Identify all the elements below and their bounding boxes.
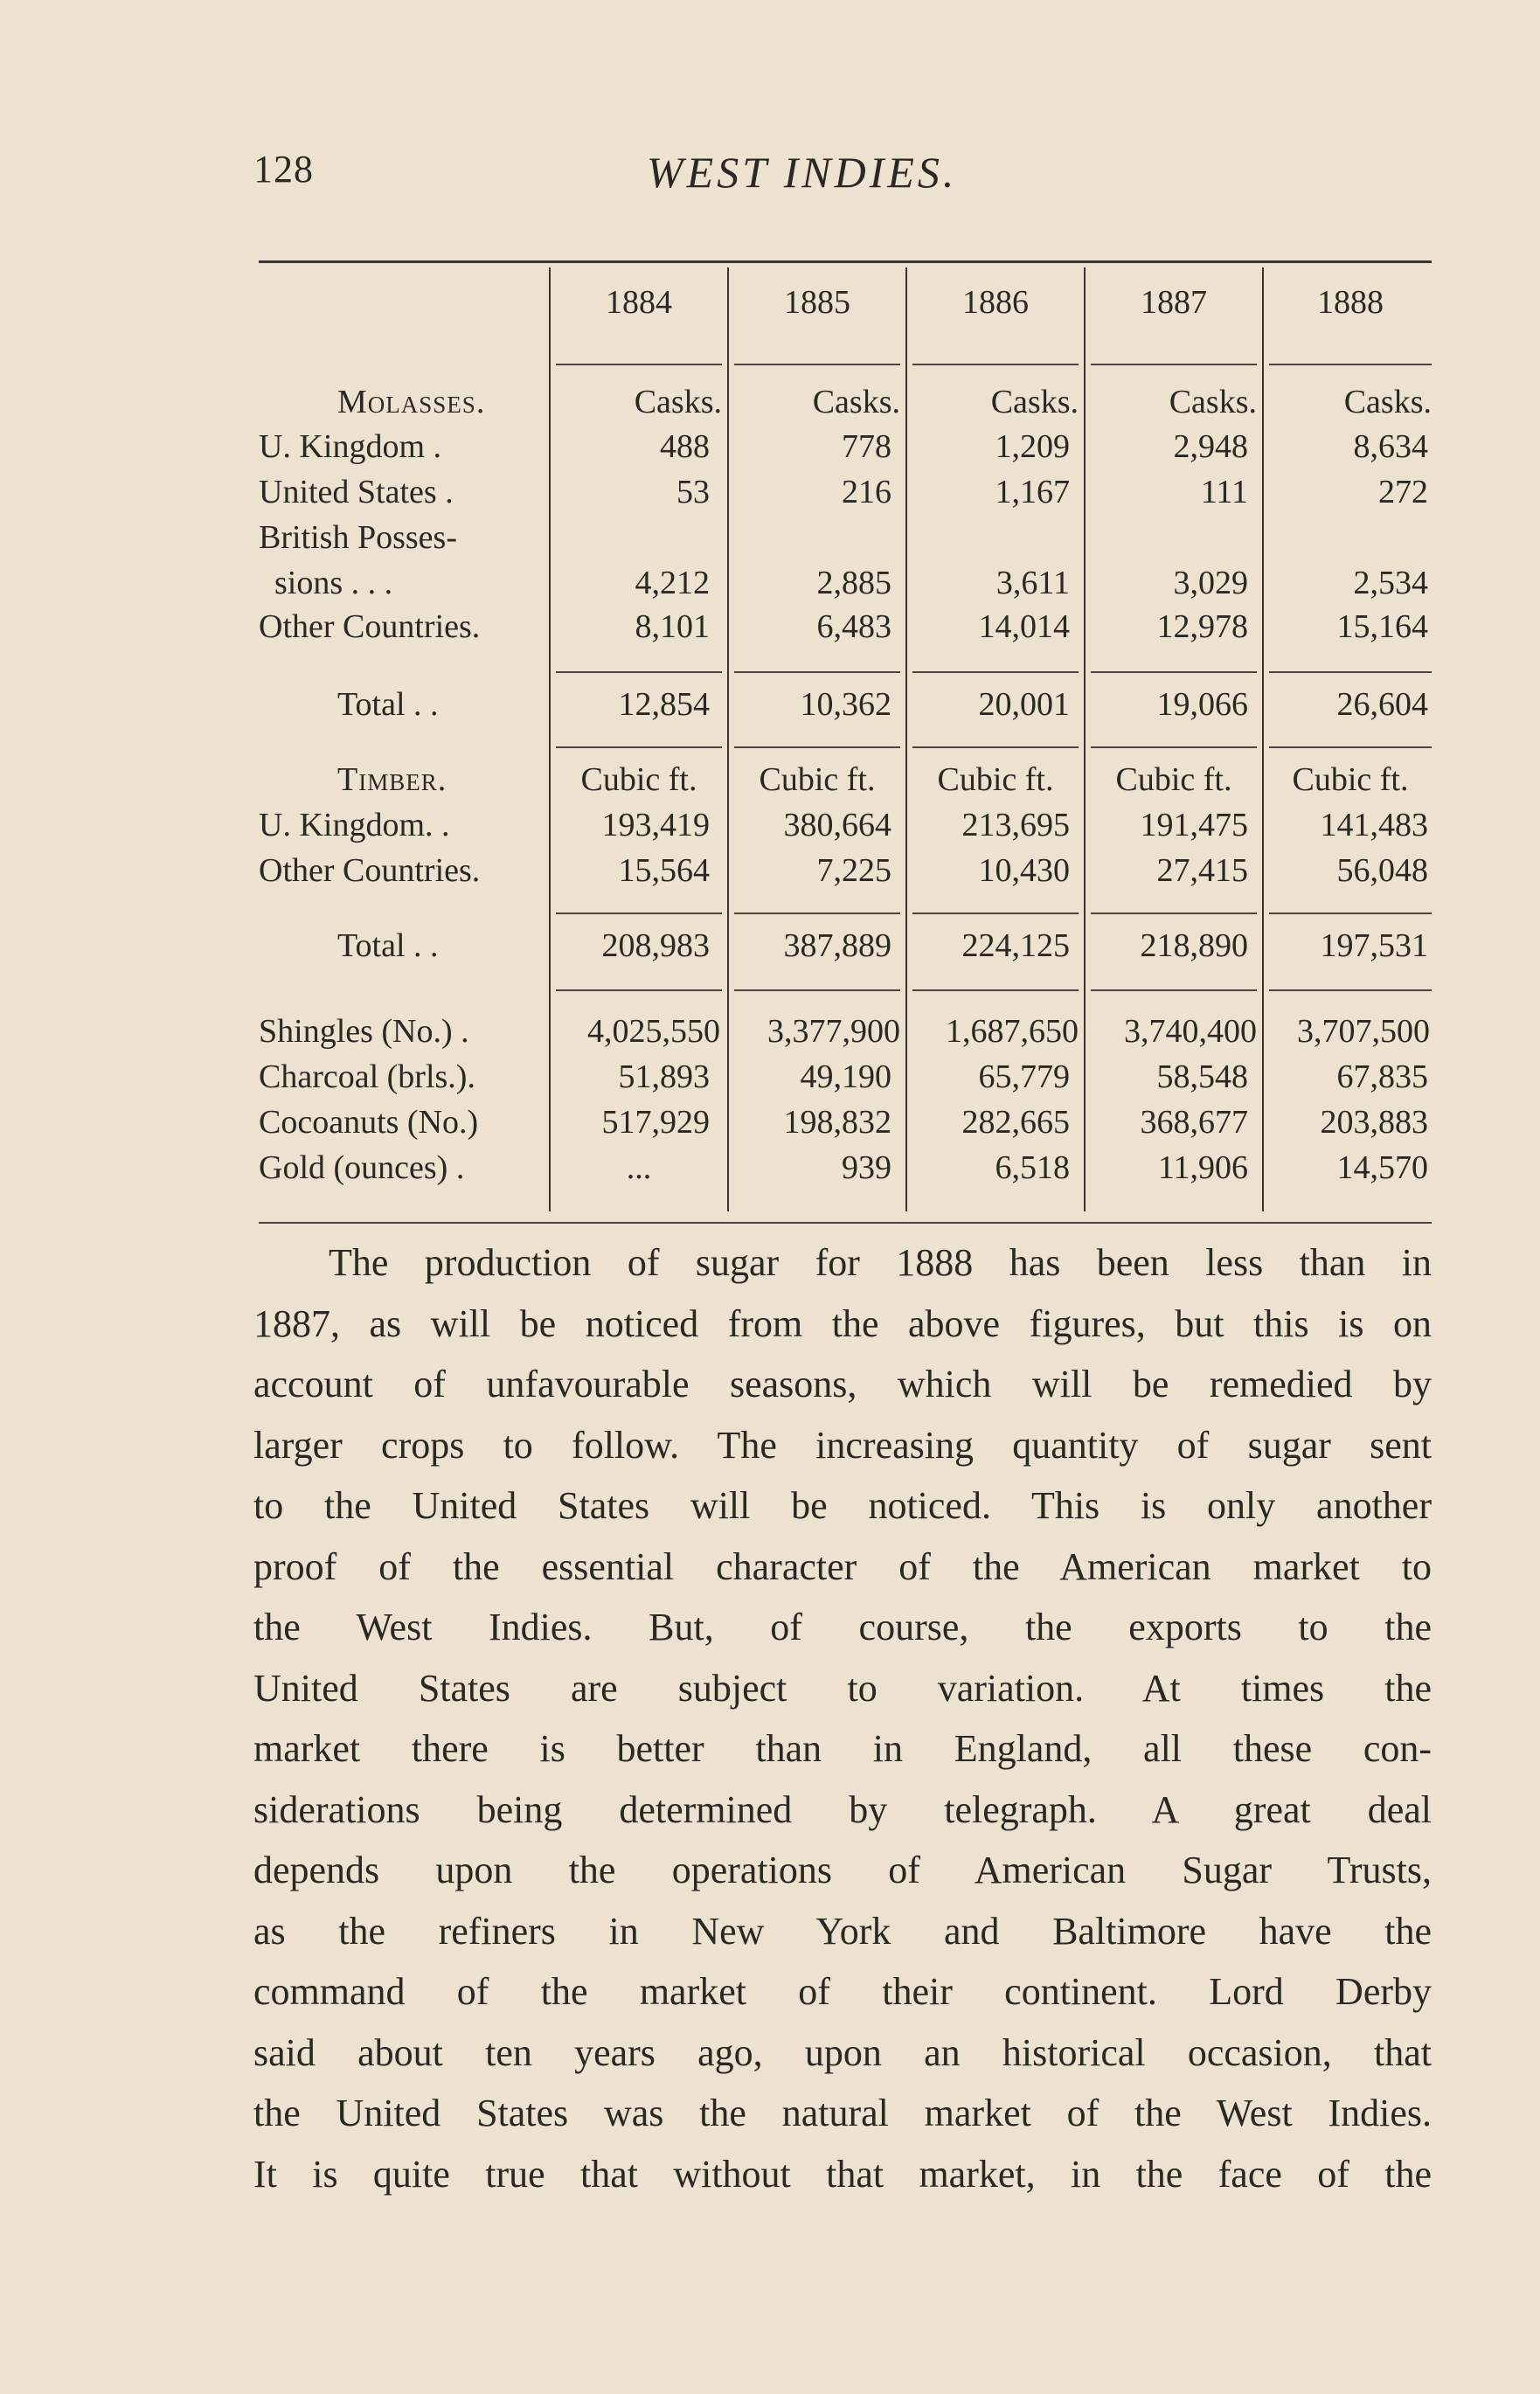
table-row	[259, 806, 1432, 851]
unit-label: Cubic ft.	[580, 761, 697, 798]
text-line: command of the market of their continent. Lord Derby	[253, 1970, 1432, 2013]
table-cell: 49,190	[800, 1058, 891, 1095]
cell-rule	[1091, 671, 1257, 673]
text-line: as the refiners in New York and Baltimore have the	[253, 1909, 1432, 1953]
total-cell: 19,066	[1156, 686, 1248, 723]
section-heading-timber: Timber.	[337, 761, 447, 798]
table-cell: 56,048	[1336, 852, 1428, 889]
unit-label: Cubic ft.	[937, 761, 1054, 798]
table-cell: 27,415	[1156, 852, 1248, 889]
table-cell: 11,906	[1157, 1149, 1248, 1186]
running-title: WEST INDIES.	[647, 148, 958, 197]
total-row-timber	[259, 926, 1432, 972]
table-cell: 282,665	[961, 1104, 1070, 1141]
table-row	[259, 427, 1432, 473]
cell-rule	[1269, 989, 1432, 991]
table-cell: 272	[1378, 474, 1428, 510]
row-label: Shingles (No.) .	[259, 1013, 469, 1050]
table-cell: 198,832	[783, 1104, 891, 1141]
row-label: British Posses-	[259, 519, 457, 556]
table-cell: 380,664	[783, 807, 891, 843]
cell-rule	[912, 989, 1079, 991]
row-label: Gold (ounces) .	[259, 1149, 465, 1186]
running-head	[253, 147, 1432, 199]
cell-rule	[1269, 746, 1432, 748]
table-row	[259, 518, 1432, 564]
table-cell: 3,740,400	[1124, 1013, 1257, 1050]
table-row	[259, 1148, 1432, 1194]
total-label: Total . .	[337, 927, 439, 964]
table-cell: 65,779	[978, 1058, 1070, 1095]
timber-heading-row	[259, 760, 1432, 806]
table-cell: 778	[842, 428, 891, 465]
text-line: the West Indies. But, of course, the exports to the	[253, 1606, 1432, 1648]
table-cell: 6,518	[995, 1149, 1070, 1186]
cell-rule	[1269, 912, 1432, 914]
table-cell: 51,893	[618, 1058, 710, 1095]
table-cell: 10,430	[978, 852, 1070, 889]
table-cell: 4,212	[635, 565, 710, 601]
table-row	[259, 473, 1432, 518]
unit-label: Casks.	[812, 384, 900, 420]
table-row	[259, 1012, 1432, 1058]
cell-rule	[556, 746, 722, 748]
cell-rule	[1091, 746, 1257, 748]
unit-label: Cubic ft.	[759, 761, 876, 798]
table-cell: 15,164	[1336, 608, 1428, 645]
table-cell: 193,419	[601, 807, 710, 843]
text-line: said about ten years ago, upon an historical occasion, that	[253, 2030, 1432, 2074]
cell-rule	[1091, 364, 1257, 365]
molasses-heading-row	[259, 383, 1432, 428]
table-cell: 8,634	[1353, 428, 1428, 465]
total-row-molasses	[259, 685, 1432, 731]
table-cell: 141,483	[1320, 807, 1428, 843]
table-cell: 4,025,550	[587, 1013, 720, 1050]
text-line: It is quite true that without that market, in the face of the	[253, 2152, 1432, 2196]
table-cell: 111	[1200, 474, 1248, 510]
row-label: U. Kingdom. .	[259, 807, 450, 843]
table-row	[259, 564, 1432, 609]
cell-rule	[1091, 912, 1257, 914]
table-cell: 14,570	[1336, 1149, 1428, 1186]
total-cell: 26,604	[1336, 686, 1428, 723]
cell-rule	[556, 671, 722, 673]
cell-rule	[556, 364, 722, 365]
text-line: market there is better than in England, all these con-	[253, 1727, 1432, 1770]
table-cell: 213,695	[961, 807, 1070, 843]
text-line: The production of sugar for 1888 has been less than in	[329, 1241, 1432, 1284]
cell-rule	[734, 364, 900, 365]
total-cell: 218,890	[1140, 927, 1248, 964]
text-line: depends upon the operations of American Sugar Trusts,	[253, 1849, 1432, 1891]
cell-rule	[912, 364, 1079, 365]
total-cell: 197,531	[1320, 927, 1428, 964]
cell-rule	[1269, 364, 1432, 365]
unit-label: Casks.	[634, 384, 722, 420]
unit-label: Casks.	[1169, 384, 1257, 420]
table-cell: 368,677	[1140, 1104, 1248, 1141]
year-header: 1886	[962, 284, 1029, 321]
row-label: Other Countries.	[259, 608, 481, 645]
exports-table	[259, 260, 1432, 1213]
text-line: larger crops to follow. The increasing quantity of sugar sent	[253, 1423, 1432, 1467]
cell-rule	[734, 671, 900, 673]
total-label: Total . .	[337, 686, 439, 723]
table-cell: ...	[626, 1149, 652, 1186]
unit-label: Cubic ft.	[1115, 761, 1232, 798]
year-header: 1888	[1317, 284, 1384, 321]
table-cell: 3,611	[995, 565, 1070, 601]
text-line: siderations being determined by telegraph. A great deal	[253, 1787, 1432, 1831]
row-label: sions . . .	[274, 565, 393, 601]
table-cell: 8,101	[635, 608, 710, 645]
table-cell: 58,548	[1156, 1058, 1248, 1095]
table-cell: 3,377,900	[767, 1013, 900, 1050]
text-line: 1887, as will be noticed from the above figures, but this is on	[253, 1301, 1432, 1345]
cell-rule	[734, 912, 900, 914]
cell-rule	[734, 746, 900, 748]
cell-rule	[1091, 989, 1257, 991]
table-row	[259, 1103, 1432, 1148]
cell-rule	[556, 912, 722, 914]
table-cell: 1,687,650	[946, 1013, 1079, 1050]
cell-rule	[734, 989, 900, 991]
table-cell: 12,978	[1156, 608, 1248, 645]
table-cell: 3,707,500	[1297, 1013, 1430, 1050]
table-cell: 939	[842, 1149, 891, 1186]
table-cell: 14,014	[978, 608, 1070, 645]
table-cell: 517,929	[601, 1104, 710, 1141]
year-header: 1885	[784, 284, 850, 321]
body-paragraph	[253, 1232, 1432, 2204]
table-row	[259, 607, 1432, 653]
row-label: Other Countries.	[259, 852, 481, 889]
row-label: Cocoanuts (No.)	[259, 1104, 479, 1141]
row-label: Charcoal (brls.).	[259, 1058, 475, 1095]
total-cell: 224,125	[961, 927, 1070, 964]
year-header-row	[259, 283, 1432, 336]
table-cell: 6,483	[816, 608, 891, 645]
page-number: 128	[253, 148, 314, 191]
text-line: to the United States will be noticed. This is only another	[253, 1484, 1432, 1527]
table-cell: 191,475	[1140, 807, 1248, 843]
row-label: U. Kingdom .	[259, 428, 441, 465]
text-line: the United States was the natural market of the West Indies.	[253, 2092, 1432, 2134]
unit-label: Cubic ft.	[1292, 761, 1409, 798]
row-label: United States .	[259, 474, 454, 510]
total-cell: 20,001	[978, 686, 1070, 723]
table-cell: 2,534	[1353, 565, 1428, 601]
table-cell: 203,883	[1320, 1104, 1428, 1141]
cell-rule	[912, 671, 1079, 673]
total-cell: 208,983	[601, 927, 710, 964]
table-cell: 3,029	[1173, 565, 1248, 601]
year-header: 1884	[606, 284, 672, 321]
cell-rule	[556, 989, 722, 991]
total-cell: 387,889	[783, 927, 891, 964]
table-bottom-rule	[259, 1222, 1432, 1224]
total-cell: 10,362	[800, 686, 891, 723]
table-cell: 2,948	[1173, 428, 1248, 465]
table-row	[259, 851, 1432, 897]
unit-label: Casks.	[1343, 384, 1432, 420]
text-line: proof of the essential character of the American market to	[253, 1544, 1432, 1588]
total-cell: 12,854	[618, 686, 710, 723]
table-row	[259, 1058, 1432, 1103]
cell-rule	[1269, 671, 1432, 673]
table-cell: 67,835	[1336, 1058, 1428, 1095]
text-line: account of unfavourable seasons, which will be remedied by	[253, 1363, 1432, 1405]
table-cell: 2,885	[816, 565, 891, 601]
year-header: 1887	[1141, 284, 1207, 321]
table-cell: 7,225	[816, 852, 891, 889]
text-line: United States are subject to variation. At times the	[253, 1666, 1432, 1710]
unit-label: Casks.	[990, 384, 1079, 420]
table-cell: 1,167	[995, 474, 1070, 510]
table-top-rule	[259, 260, 1432, 263]
table-cell: 53	[676, 474, 710, 510]
table-cell: 1,209	[995, 428, 1070, 465]
table-cell: 488	[660, 428, 710, 465]
section-heading-molasses: Molasses.	[337, 384, 486, 420]
table-cell: 15,564	[618, 852, 710, 889]
table-cell: 216	[842, 474, 891, 510]
cell-rule	[912, 746, 1079, 748]
cell-rule	[912, 912, 1079, 914]
